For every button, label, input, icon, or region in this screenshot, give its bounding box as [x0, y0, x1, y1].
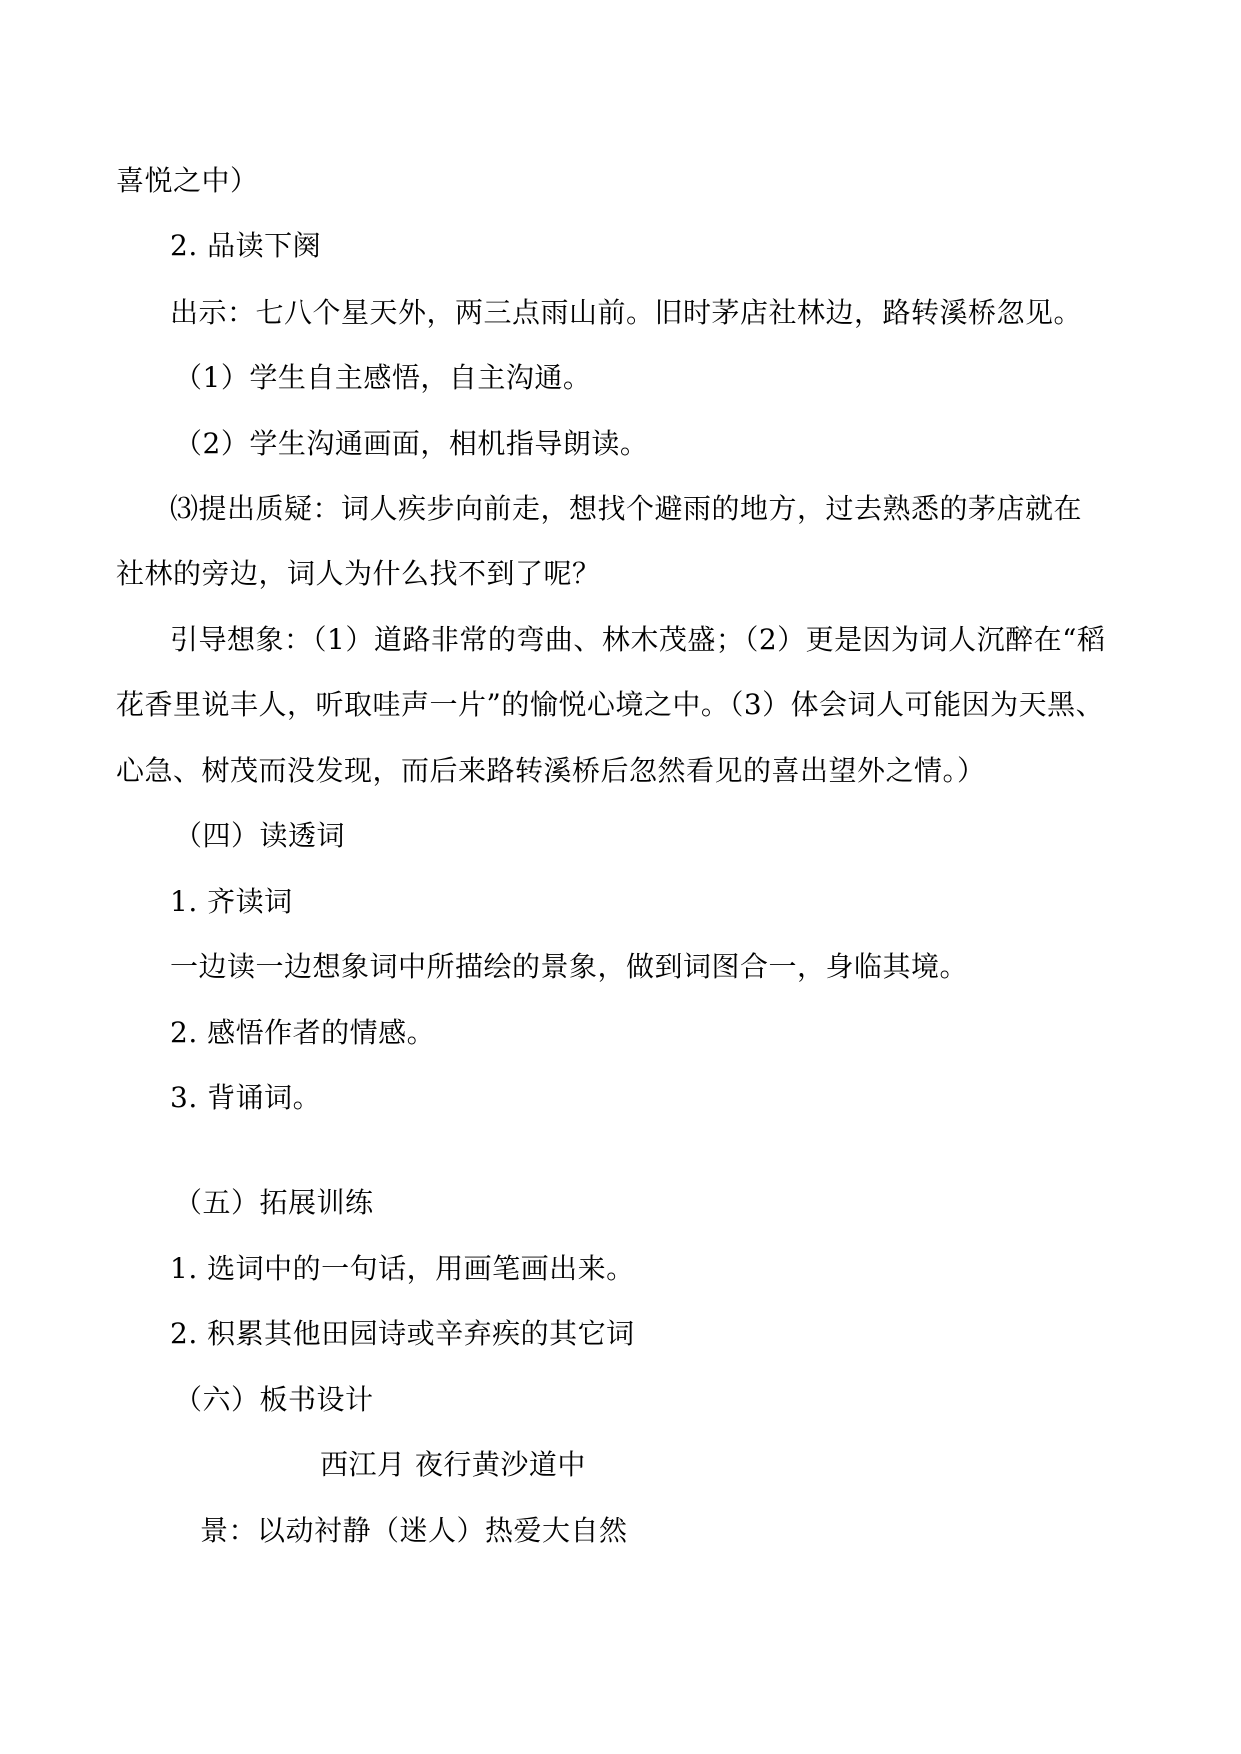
- text-line: 出示：七八个星天外，两三点雨山前。旧时茅店社林边，路转溪桥忽见。: [170, 296, 1083, 329]
- text-line: 1. 选词中的一句话，用画笔画出来。: [170, 1252, 635, 1285]
- text-line: ⑶提出质疑：词人疾步向前走，想找个避雨的地方，过去熟悉的茅店就在: [170, 492, 1083, 525]
- section-heading: 2. 品读下阕: [170, 229, 322, 262]
- text-line: 一边读一边想象词中所描绘的景象，做到词图合一，身临其境。: [170, 950, 969, 983]
- text-line: 2. 感悟作者的情感。: [170, 1016, 436, 1049]
- text-line: 花香里说丰人，听取哇声一片”的愉悦心境之中。（3）体会词人可能因为天黑、: [116, 688, 1105, 721]
- section-heading: （四）读透词: [174, 819, 346, 852]
- text-line: 社林的旁边，词人为什么找不到了呢？: [116, 557, 601, 590]
- text-line: 喜悦之中）: [116, 164, 259, 197]
- section-heading: （六）板书设计: [174, 1383, 374, 1416]
- text-line: 2. 积累其他田园诗或辛弃疾的其它词: [170, 1317, 635, 1350]
- board-title: 西江月 夜行黄沙道中: [320, 1448, 586, 1481]
- section-heading: （五）拓展训练: [174, 1186, 374, 1219]
- board-line: 景：以动衬静（迷人）热爱大自然: [200, 1514, 628, 1547]
- text-line: 心急、树茂而没发现，而后来路转溪桥后忽然看见的喜出望外之情。）: [116, 754, 986, 787]
- section-heading: 1. 齐读词: [170, 885, 293, 918]
- text-line: 引导想象：（1）道路非常的弯曲、林木茂盛；（2）更是因为词人沉醉在“稻: [170, 623, 1106, 656]
- text-line: 3. 背诵词。: [170, 1081, 322, 1114]
- text-line: （2）学生沟通画面，相机指导朗读。: [174, 427, 649, 460]
- text-line: （1）学生自主感悟，自主沟通。: [174, 361, 592, 394]
